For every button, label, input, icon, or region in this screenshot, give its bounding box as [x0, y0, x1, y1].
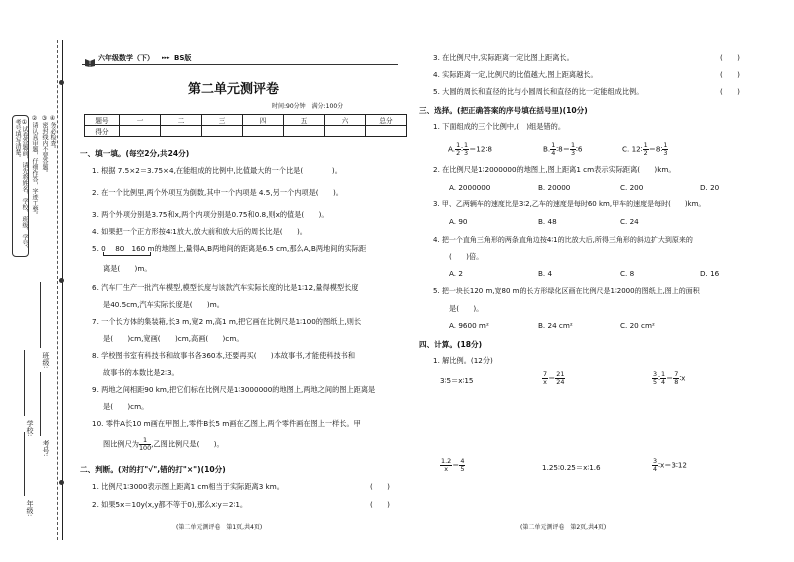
footer-right: (第二单元测评卷 第2页,共4页) — [520, 524, 607, 531]
frac-den: 3 — [570, 149, 576, 157]
question-6-line-2: 是40.5cm,汽车实际长度是( )m。 — [103, 300, 224, 309]
fraction — [459, 458, 465, 473]
frac-num: 3 — [653, 457, 658, 465]
judge-3: 3. 在比例尺中,实际距离一定比图上距离长。 — [433, 53, 574, 62]
judge-1: 1. 比例尺1∶3000表示图上距离1 cm相当于实际距离3 km。 — [92, 482, 284, 491]
fraction — [662, 142, 668, 157]
score-table — [84, 114, 407, 137]
frac-den: 3 — [663, 149, 668, 157]
binding-dashed-line — [57, 40, 58, 540]
scale-bar — [103, 252, 151, 256]
score-header-cell: 五 — [284, 115, 325, 126]
choice-2-option-d[interactable]: D. 20 — [700, 183, 720, 192]
q10-text-c: ,乙图比例尺是( )。 — [151, 439, 224, 449]
fraction — [440, 458, 452, 473]
eq-sign: ＝ — [548, 373, 556, 383]
exam-meta: 时间:90分钟 满分:100分 — [272, 103, 344, 110]
frac-den: 8 — [674, 378, 679, 386]
question-6-line-1: 6. 汽车厂生产一批汽车模型,模型长度与该款汽车实际长度的比是1∶12,量得模型长度 — [92, 283, 359, 292]
edition-label: BS版 — [174, 54, 192, 62]
grade-label-header: 六年级数学（下） — [98, 54, 154, 62]
binding-hole — [59, 80, 64, 85]
question-4: 4. 如果把一个正方形按4∶1放大,放大前和放大后的周长比是( )。 — [92, 227, 307, 236]
frac-num: 7 — [674, 370, 679, 378]
q10-text-a: 图比例尺为 — [103, 439, 139, 449]
equation-2 — [542, 371, 565, 386]
op: ∶ — [658, 373, 660, 383]
choice-1-option-b[interactable] — [543, 142, 582, 157]
fraction — [555, 371, 565, 386]
section-4-title: 四、计算。(18分) — [419, 340, 483, 349]
question-5-line-1: 5. 0 80 160 m的地图上,量得A,B两地间的距离是6.5 cm,那么A,B两地间的实际距 — [92, 244, 367, 253]
judge-5: 5. 大圆的周长和直径的比与小圆周长和直径的比一定能组成比例。 — [433, 87, 644, 96]
score-cell[interactable] — [284, 126, 325, 137]
frac-num: 1 — [464, 141, 469, 149]
binding-hole — [59, 278, 64, 283]
judge-1-answer[interactable]: ( ) — [370, 482, 390, 491]
binding-hole — [59, 480, 64, 485]
frac-den: 4 — [551, 149, 556, 157]
judge-4: 4. 实际距离一定,比例尺的比值越大,图上距离越长。 — [433, 70, 598, 79]
choice-5-option-a[interactable]: A. 9600 m² — [449, 321, 489, 330]
school-label: 学校: — [26, 420, 34, 437]
question-3: 3. 两个外项分别是3.75和x,两个内项分别是0.75和0.8,则x的值是( )。 — [92, 210, 329, 219]
choice-1-option-c[interactable] — [622, 142, 668, 157]
grade-label: 年级: — [26, 500, 34, 517]
opt-text: ＝8∶ — [648, 144, 663, 154]
score-header-cell: 三 — [202, 115, 243, 126]
score-cell[interactable] — [366, 126, 407, 137]
choice-5-line-1: 5. 把一块长120 m,宽80 m的长方形绿化区画在比例尺是1∶2000的图纸上,图上的面积 — [433, 287, 700, 295]
notice-text-2: ②请认真审题，仔细作答，字迹工整。 — [31, 115, 38, 218]
school-field[interactable] — [24, 350, 25, 416]
score-header-cell: 一 — [120, 115, 161, 126]
q10-fraction — [139, 437, 151, 452]
frac-num: 21 — [556, 370, 565, 378]
eq-sign: ＝ — [452, 460, 460, 470]
id-label: 考号: — [42, 440, 50, 457]
class-label: 班级: — [42, 352, 50, 369]
choice-2-option-b[interactable]: B. 20000 — [538, 183, 571, 192]
score-header-cell: 六 — [325, 115, 366, 126]
opt-label: C. 12∶ — [622, 144, 643, 154]
judge-2-answer[interactable]: ( ) — [370, 500, 390, 509]
choice-4-option-c[interactable]: C. 8 — [620, 269, 635, 278]
choice-4-option-a[interactable]: A. 2 — [449, 269, 463, 278]
frac-den: 100 — [138, 444, 152, 452]
frac-den: 5 — [653, 378, 658, 386]
frac-num: 7 — [543, 370, 548, 378]
binding-solid-line — [62, 40, 63, 540]
calc-title: 1. 解比例。(12分) — [433, 356, 493, 365]
choice-1-option-a[interactable]: A. $\frac{1}{2}$ ∶ $\frac{1}{3}$ ＝12∶8 — [448, 141, 492, 157]
score-header-cell: 题号 — [85, 115, 120, 126]
frac-den: 3 — [464, 149, 469, 157]
equation-1: 3∶5＝x∶15 — [440, 376, 474, 385]
score-cell[interactable] — [325, 126, 366, 137]
question-7-line-2: 是( )cm,宽画( )cm,高画( )cm。 — [103, 334, 244, 343]
choice-5-line-2: 是( )。 — [449, 304, 484, 313]
frac-num: 1 — [660, 370, 666, 378]
notice-text-1: ①试卷答题前，请先将姓名、学校、班级、学号、考号填写清楚。 — [14, 119, 28, 252]
notice-text-3: ③密封线内不要答题。 — [41, 115, 48, 176]
frac-num: 1 — [570, 141, 576, 149]
fraction — [455, 142, 461, 157]
score-row-label: 得分 — [85, 126, 120, 137]
choice-3-option-b[interactable]: B. 48 — [538, 217, 557, 226]
equation-4 — [440, 458, 465, 473]
score-cell[interactable] — [202, 126, 243, 137]
opt-text: ∶8＝ — [556, 144, 570, 154]
frac-num: 1 — [139, 437, 151, 445]
choice-5-option-b[interactable]: B. 24 cm² — [538, 321, 573, 330]
judge-2: 2. 如果5x＝10y(x,y都不等于0),那么x∶y＝2∶1。 — [92, 500, 248, 509]
notice-box — [12, 115, 29, 257]
question-1: 1. 根据 7.5×2＝3.75×4,在能组成的比例中,比值最大的一个比是( )。 — [92, 166, 342, 175]
header-rule — [82, 64, 398, 65]
notice-text-4: ④务必检查。 — [49, 115, 56, 152]
class-field[interactable] — [40, 282, 41, 348]
frac-den: x — [543, 378, 547, 386]
op: ∶x＝3∶12 — [658, 460, 687, 470]
judge-3-answer[interactable]: ( ) — [720, 53, 740, 62]
opt-text: ∶6 — [576, 144, 583, 154]
question-10-line-1: 10. 零件A长10 m画在甲图上,零件B长5 m画在乙图上,两个零件画在图上一样长。甲 — [92, 419, 361, 428]
judge-4-answer[interactable]: ( ) — [720, 70, 740, 79]
question-9-line-1: 9. 两地之间相距90 km,把它们标在比例尺是1∶3000000的地图上,两地之间的图上距离是 — [92, 385, 376, 394]
frac-num: 3 — [653, 370, 658, 378]
page-title: 第二单元测评卷 — [188, 82, 280, 97]
opt-text: ＝12∶8 — [469, 144, 492, 154]
judge-5-answer[interactable]: ( ) — [720, 87, 740, 96]
frac-den: 2 — [456, 149, 461, 157]
frac-num: 1 — [663, 141, 668, 149]
question-8-line-2: 故事书的本数比是2∶3。 — [103, 368, 179, 377]
frac-num: 1 — [456, 141, 461, 149]
section-2-title: 二、判断。(对的打"√",错的打"×")(10分) — [80, 465, 226, 474]
footer-left: (第二单元测评卷 第1页,共4页) — [176, 524, 263, 531]
choice-5-option-c[interactable]: C. 20 cm² — [620, 321, 655, 330]
frac-num: 1 — [551, 141, 556, 149]
choice-3: 3. 甲、乙两辆车的速度比是3∶2,乙车的速度是每时60 km,甲车的速度是每时( )km。 — [433, 200, 706, 208]
score-header-cell: 总分 — [366, 115, 407, 126]
frac-den: 24 — [556, 378, 565, 386]
choice-4-line-2: ( )倍。 — [449, 252, 484, 261]
question-2: 2. 在一个比例里,两个外项互为倒数,其中一个内项是 4.5,另一个内项是( )。 — [92, 188, 343, 197]
question-7-line-1: 7. 一个长方体的集装箱,长3 m,宽2 m,高1 m,把它画在比例尺是1∶100的图纸上,则长 — [92, 317, 362, 326]
book-icon — [84, 52, 94, 61]
score-cell[interactable] — [120, 126, 161, 137]
section-1-title: 一、填一填。(每空2分,共24分) — [80, 149, 190, 158]
frac-den: 5 — [460, 465, 465, 473]
choice-2: 2. 在比例尺是1∶2000000的地图上,图上距离1 cm表示实际距离( )km。 — [433, 165, 676, 174]
choice-4-line-1: 4. 把一个直角三角形的两条直角边按4∶1的比放大后,所得三角形的斜边扩大到原来的 — [433, 236, 693, 244]
opt-label: B. — [543, 144, 551, 154]
op: ∶x — [679, 373, 686, 383]
score-cell[interactable] — [243, 126, 284, 137]
question-10-line-2 — [103, 437, 224, 452]
frac-den: 4 — [653, 465, 658, 473]
grade-field[interactable] — [24, 432, 25, 496]
section-3-title: 三、选择。(把正确答案的序号填在括号里)(10分) — [419, 106, 588, 115]
arrow-icon: ▸▸▸ — [162, 55, 170, 61]
eq-sign: ＝ — [666, 373, 674, 383]
equation-6 — [652, 458, 687, 473]
frac-num: 1.2 — [441, 457, 452, 465]
choice-4-option-d[interactable]: D. 16 — [700, 269, 720, 278]
question-9-line-2: 是( )cm。 — [103, 402, 149, 411]
frac-den: x — [444, 465, 448, 473]
id-field[interactable] — [40, 372, 41, 436]
frac-num: 1 — [643, 141, 648, 149]
choice-2-option-c[interactable]: C. 200 — [620, 183, 644, 192]
frac-den: 2 — [643, 149, 648, 157]
equation-5: 1.25∶0.25＝x∶1.6 — [542, 463, 601, 472]
question-5-line-2: 离是( )m。 — [103, 264, 152, 273]
choice-4-option-b[interactable]: B. 4 — [538, 269, 553, 278]
choice-3-option-c[interactable]: C. 24 — [620, 217, 639, 226]
score-header-cell: 二 — [161, 115, 202, 126]
equation-3 — [652, 371, 685, 386]
choice-3-option-a[interactable]: A. 90 — [449, 217, 468, 226]
choice-2-option-a[interactable]: A. 2000000 — [449, 183, 491, 192]
frac-den: 4 — [660, 378, 666, 386]
frac-num: 4 — [460, 457, 465, 465]
score-cell[interactable] — [161, 126, 202, 137]
score-header-cell: 四 — [243, 115, 284, 126]
choice-1: 1. 下面组成的三个比例中,( )组是错的。 — [433, 122, 566, 131]
opt-label: A. — [448, 144, 456, 154]
question-8-line-1: 8. 学校图书室有科技书和故事书各360本,还要再买( )本故事书,才能使科技书和 — [92, 351, 356, 360]
